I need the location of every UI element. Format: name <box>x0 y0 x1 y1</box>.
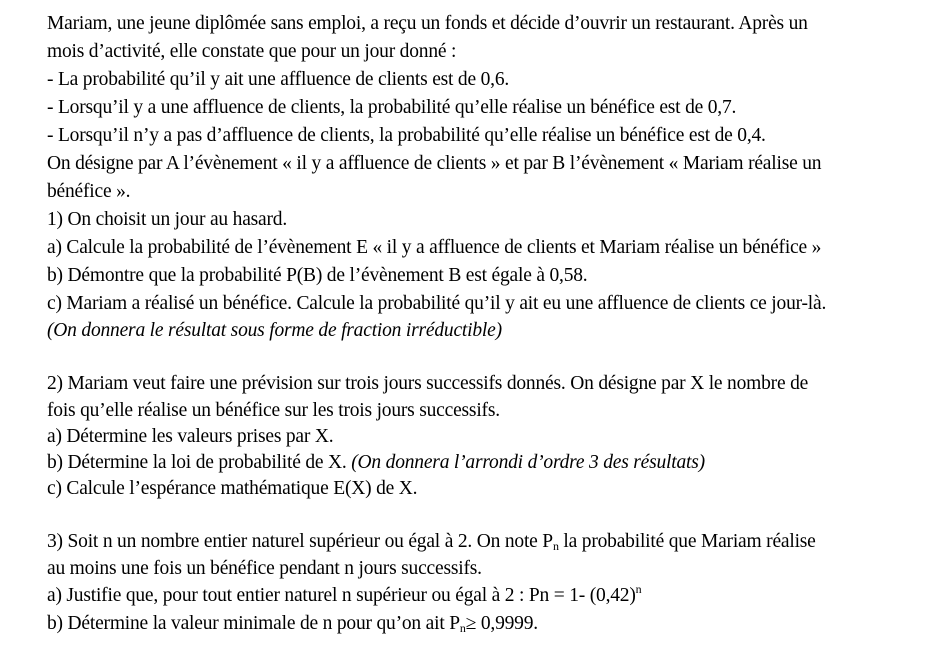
intro-line: Mariam, une jeune diplômée sans emploi, a reçu un fonds et décide d’ouvrir un restaurant. Après un <box>47 13 808 34</box>
part3-question-b-text: b) Détermine la valeur minimale de n pour qu’on ait P <box>47 613 460 634</box>
part1-question-a: a) Calcule la probabilité de l’évènement E « il y a affluence de clients et Mariam réalise un bénéfice » <box>47 237 822 258</box>
subscript-n: n <box>552 539 559 553</box>
part3-question-a-text: a) Justifie que, pour tout entier naturel n supérieur ou égal à 2 : Pn = 1- (0,42) <box>47 585 636 606</box>
part3-question-a <box>47 582 917 610</box>
part2-question-b <box>47 450 917 476</box>
part2-question-b-note: (On donnera l’arrondi d’ordre 3 des résultats) <box>351 452 705 473</box>
part3-line <box>47 528 917 556</box>
part1-question-c: c) Mariam a réalisé un bénéfice. Calcule la probabilité qu’il y ait eu une affluence de clients ce jour-là. <box>47 293 827 314</box>
intro-paragraph <box>47 10 917 206</box>
intro-line: - Lorsqu’il y a une affluence de clients, la probabilité qu’elle réalise un bénéfice est de 0,7. <box>47 97 737 118</box>
section-gap <box>47 502 917 528</box>
part2-question-a: a) Détermine les valeurs prises par X. <box>47 426 334 447</box>
part-1 <box>47 206 917 344</box>
subscript-n: n <box>459 621 466 635</box>
part-2 <box>47 370 917 502</box>
intro-line: On désigne par A l’évènement « il y a affluence de clients » et par B l’évènement « Mariam réalise un <box>47 153 822 174</box>
part1-question-b: b) Démontre que la probabilité P(B) de l’évènement B est égale à 0,58. <box>47 265 588 286</box>
part3-line1-text-end: la probabilité que Mariam réalise <box>558 531 816 552</box>
part2-question-c: c) Calcule l’espérance mathématique E(X) de X. <box>47 478 418 499</box>
part2-line: fois qu’elle réalise un bénéfice sur les trois jours successifs. <box>47 400 500 421</box>
part2-question-b-text: b) Détermine la loi de probabilité de X. <box>47 452 352 473</box>
part-3 <box>47 528 917 638</box>
intro-line: mois d’activité, elle constate que pour un jour donné : <box>47 41 457 62</box>
part1-question-c-note: (On donnera le résultat sous forme de fraction irréductible) <box>47 320 502 341</box>
section-gap <box>47 344 917 370</box>
part1-title: 1) On choisit un jour au hasard. <box>47 209 288 230</box>
part3-line: au moins une fois un bénéfice pendant n jours successifs. <box>47 558 482 579</box>
exercise-document <box>47 10 917 638</box>
intro-line: - La probabilité qu’il y ait une affluence de clients est de 0,6. <box>47 69 510 90</box>
superscript-n: n <box>635 582 642 596</box>
part2-line: 2) Mariam veut faire une prévision sur trois jours successifs donnés. On désigne par X le nombre de <box>47 373 809 394</box>
part3-question-b <box>47 610 917 638</box>
intro-line: bénéfice ». <box>47 181 131 202</box>
part3-line1-text: 3) Soit n un nombre entier naturel supérieur ou égal à 2. On note P <box>47 531 553 552</box>
part3-question-b-text-end: ≥ 0,9999. <box>465 613 538 634</box>
intro-line: - Lorsqu’il n’y a pas d’affluence de clients, la probabilité qu’elle réalise un bénéfice est de 0,4. <box>47 125 766 146</box>
